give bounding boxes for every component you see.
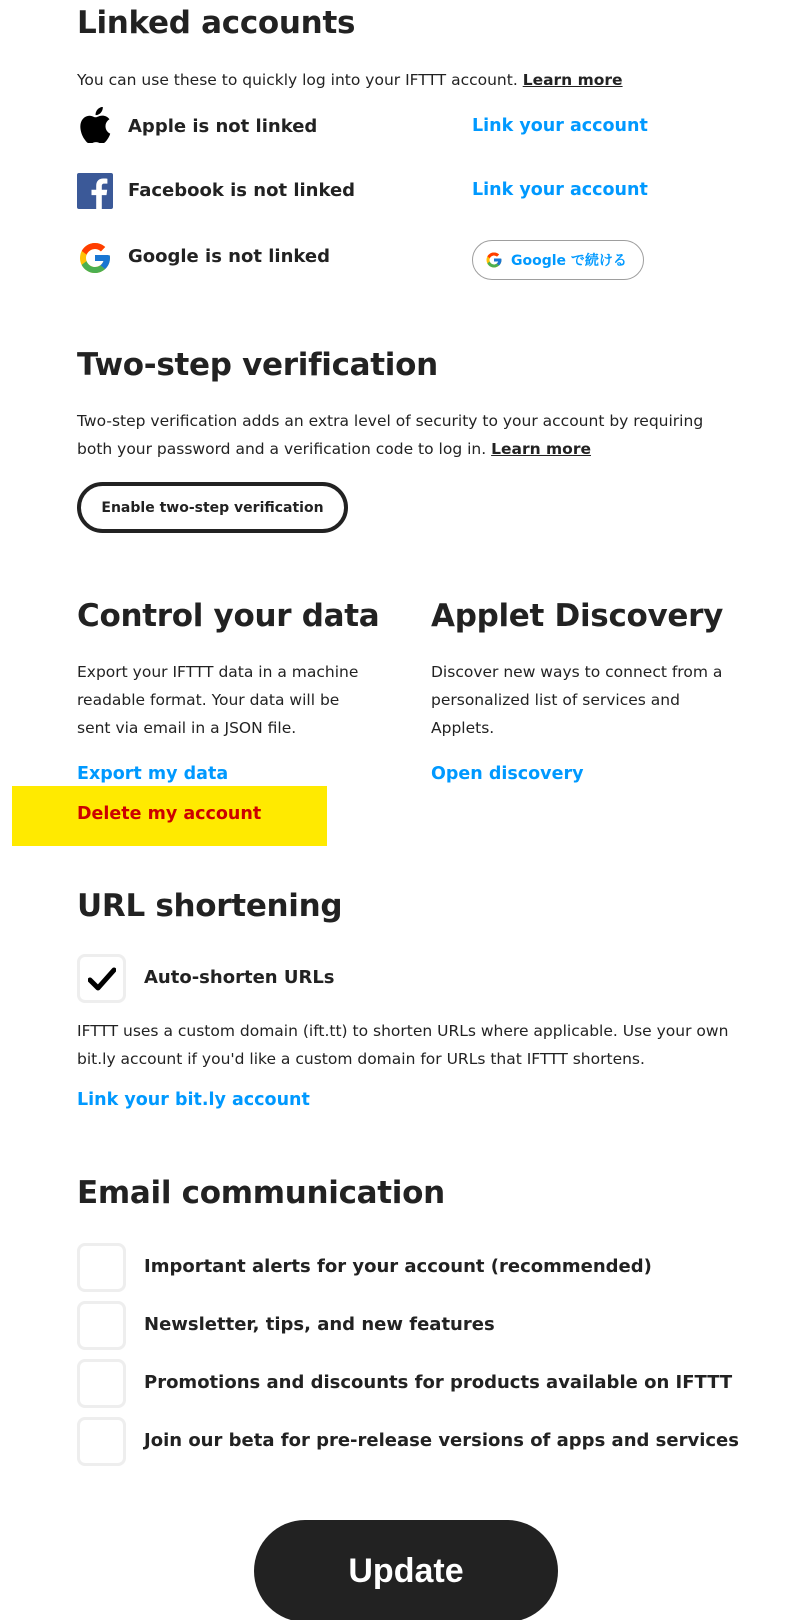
enable-two-step-button[interactable]: Enable two-step verification (77, 482, 348, 533)
delete-account-link[interactable]: Delete my account (77, 804, 262, 824)
open-discovery-link[interactable]: Open discovery (431, 764, 584, 784)
email-option-label: Join our beta for pre-release versions of apps and services (144, 1430, 739, 1451)
linked-accounts-learn-more-link[interactable]: Learn more (522, 71, 623, 89)
email-communication-heading: Email communication (77, 1175, 445, 1211)
control-data-heading: Control your data (77, 598, 380, 634)
applet-discovery-description: Discover new ways to connect from a personalized list of services and Applets. (431, 663, 723, 737)
two-step-learn-more-link[interactable]: Learn more (491, 440, 591, 458)
export-data-link[interactable]: Export my data (77, 764, 229, 784)
email-option-checkbox[interactable] (77, 1243, 126, 1292)
google-status-label: Google is not linked (128, 246, 330, 267)
update-button[interactable]: Update (254, 1520, 558, 1620)
auto-shorten-label: Auto-shorten URLs (144, 967, 335, 988)
google-continue-button[interactable] (472, 240, 644, 280)
checkmark-icon (88, 967, 116, 991)
email-option-checkbox[interactable] (77, 1359, 126, 1408)
email-option-label: Promotions and discounts for products available on IFTTT (144, 1372, 733, 1393)
email-option-label: Important alerts for your account (recommended) (144, 1256, 652, 1277)
two-step-description: Two-step verification adds an extra level of security to your account by requiring both your password and a verification code to log in. Learn more (77, 412, 704, 458)
facebook-link-account-link[interactable]: Link your account (472, 180, 648, 200)
linked-accounts-intro: You can use these to quickly log into your IFTTT account. Learn more (77, 71, 623, 89)
facebook-status-label: Facebook is not linked (128, 180, 356, 201)
url-shortening-description: IFTTT uses a custom domain (ift.tt) to shorten URLs where applicable. Use your own bit.ly account if you'd like a custom domain for URLs that IFTTT shortens. (77, 1022, 729, 1068)
email-option-label: Newsletter, tips, and new features (144, 1314, 495, 1335)
apple-logo-icon (77, 107, 113, 143)
control-data-description: Export your IFTTT data in a machine readable format. Your data will be sent via email in a JSON file. (77, 663, 359, 737)
email-option-checkbox[interactable] (77, 1417, 126, 1466)
auto-shorten-checkbox[interactable] (77, 954, 126, 1003)
link-bitly-account-link[interactable]: Link your bit.ly account (77, 1090, 310, 1110)
apple-status-label: Apple is not linked (128, 116, 318, 137)
two-step-heading: Two-step verification (77, 347, 438, 383)
facebook-logo-icon (77, 173, 113, 209)
google-logo-icon (77, 240, 113, 276)
apple-link-account-link[interactable]: Link your account (472, 116, 648, 136)
google-continue-label: Google で続ける (511, 253, 627, 269)
applet-discovery-heading: Applet Discovery (431, 598, 724, 634)
google-logo-icon (485, 251, 503, 269)
url-shortening-heading: URL shortening (77, 888, 343, 924)
email-option-checkbox[interactable] (77, 1301, 126, 1350)
linked-accounts-heading: Linked accounts (77, 5, 356, 41)
